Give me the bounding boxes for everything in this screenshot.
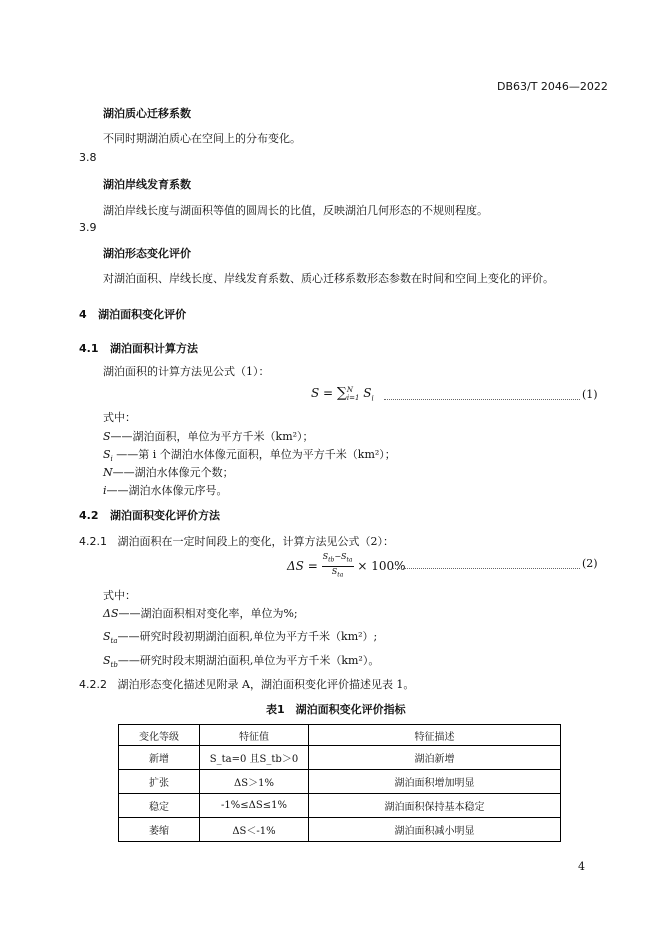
section-4-1-heading [79,340,198,356]
evaluation-table [118,724,561,842]
header-level: 变化等级 [119,725,200,746]
section-4-2-title: 湖泊面积变化评价方法 [110,509,220,522]
section-4-1-number: 4.1 [79,342,99,355]
variable-N: N——湖泊水体像元个数； [103,466,234,479]
clause-number-3-8: 3.8 [79,151,97,164]
definition-shoreline-coefficient: 湖泊岸线长度与湖面积等值的圆周长的比值，反映湖泊几何形态的不规则程度。 [103,204,488,217]
formula-1-intro: 湖泊面积的计算方法见公式（1）： [103,365,270,378]
equation-number-2: (2) [582,557,598,570]
table-row: 新增 S_ta=0 且S_tb＞0 湖泊新增 [119,746,561,770]
term-shoreline-coefficient: 湖泊岸线发育系数 [103,178,191,191]
variable-Stb: $S_{tb}——$研究时段末期湖泊面积,单位为平方千米（km²）。 [103,654,380,670]
variable-deltaS: ΔS——湖泊面积相对变化率，单位为%; [103,607,298,620]
equation-number-1: (1) [582,388,598,401]
section-4-heading [79,306,186,322]
sum-symbol: ∑ [336,385,347,401]
section-4-number: 4 [79,308,87,321]
leader-dots-2 [392,568,580,569]
page-number: 4 [578,860,585,873]
clause-4-2-1: 4.2.1 湖泊面积在一定时间段上的变化，计算方法见公式（2）： [79,535,394,548]
section-4-1-title: 湖泊面积计算方法 [110,342,198,355]
section-4-2-number: 4.2 [79,509,99,522]
clause-4-2-2: 4.2.2 湖泊形态变化描述见附录 A，湖泊面积变化评价描述见表 1。 [79,678,415,691]
section-4-title: 湖泊面积变化评价 [98,308,187,321]
formula-1: S = ∑ N i=1 $S_i$ [311,385,374,403]
table-row: 扩张 ΔS＞1% 湖泊面积增加明显 [119,770,561,794]
variable-i: i——湖泊水体像元序号。 [103,484,228,497]
table-row: 稳定 -1%≤ΔS≤1% 湖泊面积保持基本稳定 [119,794,561,818]
definition-centroid-coefficient: 不同时期湖泊质心在空间上的分布变化。 [103,132,301,145]
table-caption: 表1 湖泊面积变化评价指标 [266,703,406,716]
variable-S: S——湖泊面积，单位为平方千米（km²）； [103,430,314,443]
variable-Sta: $S_{ta}——$研究时段初期湖泊面积,单位为平方千米（km²）; [103,630,378,646]
term-morphology-evaluation: 湖泊形态变化评价 [103,247,191,260]
variable-Si: $S_i$ ——第 i 个湖泊水体像元面积，单位为平方千米（km²）； [103,448,396,464]
table-header-row [119,725,561,746]
header-value: 特征值 [200,725,309,746]
header-desc: 特征描述 [309,725,561,746]
term-centroid-coefficient: 湖泊质心迁移系数 [103,107,191,120]
definition-morphology-evaluation: 对湖泊面积、岸线长度、岸线发育系数、质心迁移系数形态参数在时间和空间上变化的评价。 [103,272,554,285]
standard-code: DB63/T 2046—2022 [497,80,608,93]
formula-2: ΔS = $S_{tb}-S_{ta}$ $S_{ta}$ × 100% [287,552,406,579]
leader-dots-1 [384,399,580,400]
table-row: 萎缩 ΔS＜-1% 湖泊面积减小明显 [119,818,561,842]
fraction: $S_{tb}-S_{ta}$ $S_{ta}$ [322,552,353,579]
clause-number-3-9: 3.9 [79,221,97,234]
section-4-2-heading [79,507,220,523]
where-label-1: 式中： [103,411,136,424]
where-label-2: 式中： [103,589,136,602]
